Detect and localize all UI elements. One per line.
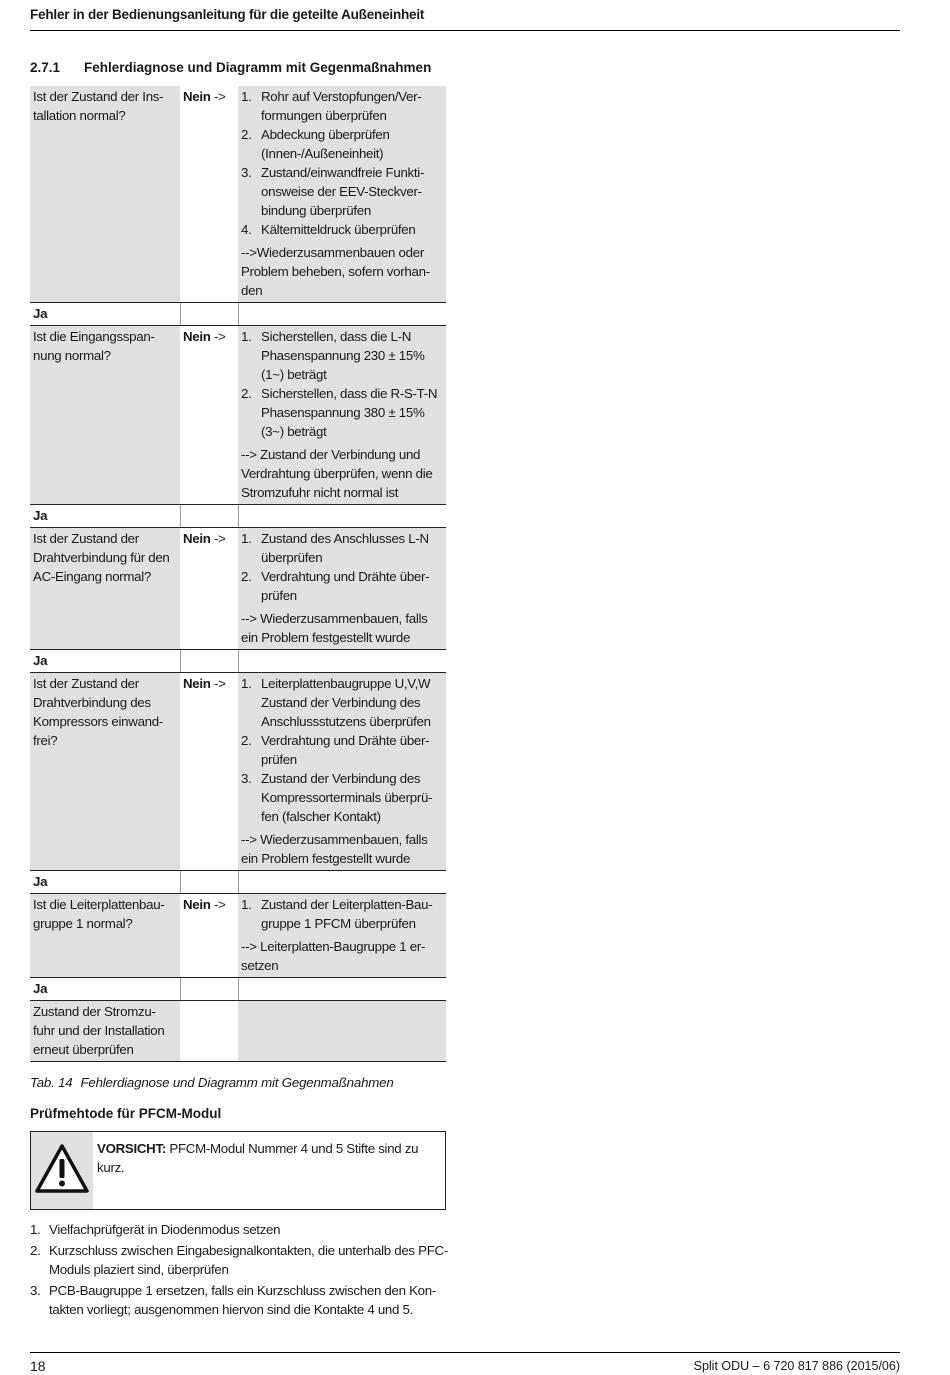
final-cell: Zustand der Stromzu-fuhr und der Installation erneut überprüfen	[30, 1001, 180, 1062]
step-number: 2.	[241, 733, 252, 748]
yes-row	[30, 303, 446, 326]
table-caption	[30, 1074, 394, 1092]
question-row	[30, 528, 446, 650]
caution-label: VORSICHT:	[97, 1141, 166, 1156]
method-steps	[30, 1220, 450, 1321]
action-step	[241, 327, 443, 384]
yes-label: Ja	[30, 650, 180, 673]
step-number: 2.	[241, 386, 252, 401]
step-text: Zustand des Anschlusses L-N überprüfen	[261, 531, 429, 565]
action-step	[241, 384, 443, 441]
yes-spacer	[180, 871, 238, 894]
step-number: 4.	[241, 222, 252, 237]
final-empty	[238, 1001, 446, 1062]
section-heading: Fehlerdiagnose und Diagramm mit Gegenmaßnahmen	[84, 60, 432, 75]
no-cell	[180, 86, 238, 303]
yes-row	[30, 505, 446, 528]
no-label: Nein	[183, 89, 211, 104]
step-text: Vielfachprüfgerät in Diodenmodus setzen	[49, 1222, 281, 1237]
method-step	[30, 1281, 450, 1320]
no-cell	[180, 528, 238, 650]
step-number: 1.	[241, 897, 252, 912]
yes-spacer	[180, 505, 238, 528]
step-text: Kältemitteldruck überprüfen	[261, 222, 416, 237]
action-step	[241, 895, 443, 933]
yes-spacer	[238, 978, 446, 1001]
step-text: Zustand/einwandfreie Funkti-onsweise der EEV-Steckver-bindung überprüfen	[261, 165, 425, 218]
header-title: Fehler in der Bedienungsanleitung für die geteilte Außeneinheit	[30, 7, 425, 22]
question-row	[30, 673, 446, 871]
yes-label: Ja	[30, 978, 180, 1001]
action-step	[241, 87, 443, 125]
yes-row	[30, 871, 446, 894]
action-steps	[241, 895, 443, 933]
action-cell	[238, 86, 446, 303]
yes-spacer	[238, 650, 446, 673]
action-step	[241, 125, 443, 163]
yes-spacer	[180, 303, 238, 326]
method-title: Prüfmehtode für PFCM-Modul	[30, 1106, 222, 1121]
no-label: Nein	[183, 676, 211, 691]
action-step	[241, 567, 443, 605]
step-number: 2.	[30, 1242, 41, 1258]
final-empty	[180, 1001, 238, 1062]
action-cell	[238, 528, 446, 650]
step-number: 1.	[241, 89, 252, 104]
action-cell	[238, 673, 446, 871]
action-steps	[241, 87, 443, 239]
action-steps	[241, 529, 443, 605]
step-number: 1.	[241, 531, 252, 546]
page-header	[30, 6, 900, 31]
section-title	[30, 59, 431, 77]
caution-text	[97, 1139, 437, 1177]
step-number: 3.	[30, 1282, 41, 1298]
section-number: 2.7.1	[30, 60, 61, 75]
diagnosis-table	[30, 86, 446, 1062]
step-number: 1.	[241, 676, 252, 691]
question-cell: Ist die Leiterplattenbau-gruppe 1 normal?	[30, 894, 180, 978]
question-cell: Ist der Zustand der Drahtverbindung des Kompressors einwand-frei?	[30, 673, 180, 871]
yes-spacer	[238, 871, 446, 894]
yes-label: Ja	[30, 871, 180, 894]
caution-box	[30, 1131, 446, 1210]
yes-spacer	[238, 303, 446, 326]
method-step	[30, 1241, 450, 1280]
method-step	[30, 1220, 450, 1240]
action-note: --> Wiederzusammenbauen, falls ein Problem festgestellt wurde	[241, 611, 428, 645]
no-arrow: ->	[214, 329, 226, 344]
action-step	[241, 769, 443, 826]
no-arrow: ->	[214, 897, 226, 912]
question-row	[30, 86, 446, 303]
action-step	[241, 731, 443, 769]
action-step	[241, 220, 443, 239]
document-reference: Split ODU – 6 720 817 886 (2015/06)	[693, 1359, 900, 1373]
question-cell: Ist der Zustand der Drahtverbindung für den AC-Eingang normal?	[30, 528, 180, 650]
no-arrow: ->	[214, 676, 226, 691]
caution-icon-column	[31, 1132, 93, 1209]
action-cell	[238, 894, 446, 978]
step-text: Verdrahtung und Drähte über-prüfen	[261, 733, 430, 767]
question-row	[30, 326, 446, 505]
no-cell	[180, 673, 238, 871]
step-text: PCB-Baugruppe 1 ersetzen, falls ein Kurzschluss zwischen den Kon-takten vorliegt; ausgenommen hiervon sind die Kontakte 4 und 5.	[49, 1282, 437, 1317]
step-text: Leiterplattenbaugruppe U,V,W Zustand der Verbindung des Anschlussstutzens überprüfen	[261, 676, 431, 729]
step-number: 3.	[241, 165, 252, 180]
question-cell: Ist der Zustand der Ins-tallation normal?	[30, 86, 180, 303]
step-number: 2.	[241, 127, 252, 142]
caution-message: PFCM-Modul Nummer 4 und 5 Stifte sind zu kurz.	[97, 1141, 419, 1175]
action-note: -->Wiederzusammenbauen oder Problem beheben, sofern vorhan-den	[241, 245, 430, 298]
action-steps	[241, 674, 443, 826]
step-text: Abdeckung überprüfen (Innen-/Außeneinheit)	[261, 127, 390, 161]
page-footer	[30, 1352, 900, 1374]
step-text: Zustand der Leiterplatten-Bau-gruppe 1 PFCM überprüfen	[261, 897, 433, 931]
yes-row	[30, 650, 446, 673]
no-label: Nein	[183, 531, 211, 546]
no-arrow: ->	[214, 89, 226, 104]
action-note: --> Wiederzusammenbauen, falls ein Problem festgestellt wurde	[241, 832, 428, 866]
question-row	[30, 894, 446, 978]
page-number: 18	[30, 1358, 46, 1374]
warning-icon	[34, 1143, 90, 1195]
action-note: --> Zustand der Verbindung und Verdrahtung überprüfen, wenn die Stromzufuhr nicht normal ist	[241, 447, 433, 500]
step-text: Zustand der Verbindung des Kompressorterminals überprü-fen (falscher Kontakt)	[261, 771, 433, 824]
caption-text: Fehlerdiagnose und Diagramm mit Gegenmaßnahmen	[80, 1075, 394, 1090]
action-step	[241, 674, 443, 731]
action-cell	[238, 326, 446, 505]
no-cell	[180, 326, 238, 505]
yes-spacer	[180, 978, 238, 1001]
yes-spacer	[238, 505, 446, 528]
caption-label: Tab. 14	[30, 1075, 73, 1090]
no-label: Nein	[183, 897, 211, 912]
step-number: 3.	[241, 771, 252, 786]
step-number: 2.	[241, 569, 252, 584]
no-arrow: ->	[214, 531, 226, 546]
yes-spacer	[180, 650, 238, 673]
action-note: --> Leiterplatten-Baugruppe 1 er-setzen	[241, 939, 426, 973]
no-cell	[180, 894, 238, 978]
action-steps	[241, 327, 443, 441]
step-number: 1.	[30, 1222, 41, 1237]
step-text: Sicherstellen, dass die L-N Phasenspannung 230 ± 15% (1~) beträgt	[261, 329, 425, 382]
final-row	[30, 1001, 446, 1062]
yes-row	[30, 978, 446, 1001]
question-cell: Ist die Eingangsspan-nung normal?	[30, 326, 180, 505]
step-number: 1.	[241, 329, 252, 344]
yes-label: Ja	[30, 303, 180, 326]
step-text: Sicherstellen, dass die R-S-T-N Phasenspannung 380 ± 15% (3~) beträgt	[261, 386, 438, 439]
action-step	[241, 163, 443, 220]
no-label: Nein	[183, 329, 211, 344]
step-text: Rohr auf Verstopfungen/Ver-formungen überprüfen	[261, 89, 422, 123]
yes-label: Ja	[30, 505, 180, 528]
action-step	[241, 529, 443, 567]
step-text: Verdrahtung und Drähte über-prüfen	[261, 569, 430, 603]
step-text: Kurzschluss zwischen Eingabesignalkontakten, die unterhalb des PFC-Moduls plaziert sind, überprüfen	[49, 1242, 448, 1277]
